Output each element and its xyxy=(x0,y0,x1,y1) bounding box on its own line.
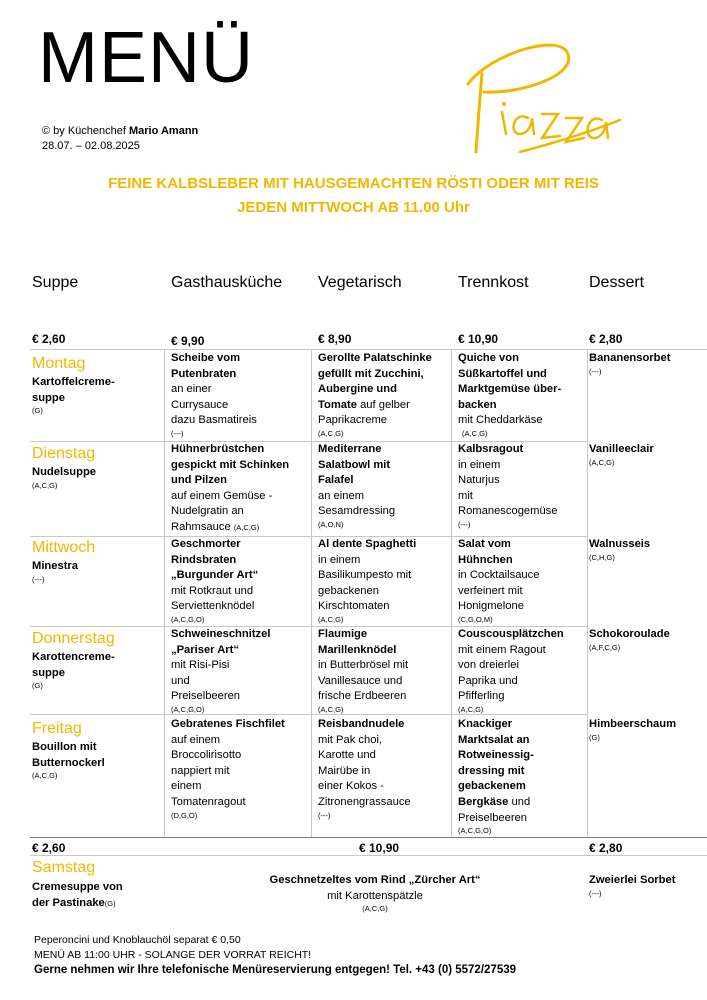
dish-line: in einem xyxy=(458,458,501,471)
dish-line: und xyxy=(171,674,190,687)
dish-line: Pfifferling xyxy=(458,690,505,703)
allergens: (C,G,O,M) xyxy=(458,614,493,624)
saturday-dessert xyxy=(589,873,675,899)
soup-cell xyxy=(32,465,96,491)
soup-line: der Pastinake xyxy=(32,896,105,909)
day-label: Samstag xyxy=(32,859,96,876)
allergens: (A,C,G) xyxy=(32,771,58,781)
soup-line: Butternockerl xyxy=(32,756,105,769)
allergens: (A,C,G) xyxy=(462,428,488,438)
day-label: Freitag xyxy=(32,720,82,737)
dish-line: mit Risi-Pisi xyxy=(171,659,230,672)
dish-line: gespickt mit Schinken xyxy=(171,458,290,471)
allergens: (A,C,G) xyxy=(362,904,388,914)
dish-line: gebackenen xyxy=(318,584,379,597)
dish-line: Aubergine und xyxy=(318,383,397,396)
dish-line: Rotweinessig- xyxy=(458,749,534,762)
dish-line: verfeinert mit xyxy=(458,584,523,597)
day-row-friday xyxy=(32,720,105,781)
dish-line: Gebratenes Fischfilet xyxy=(171,718,285,730)
dish-line: auf gelber xyxy=(356,398,410,411)
saturday-main-dish xyxy=(230,873,520,914)
divider-2 xyxy=(311,350,312,837)
soup-cell xyxy=(32,375,115,416)
dish-line: Quiche von xyxy=(458,352,519,364)
dish-line: Preiselbeeren xyxy=(171,690,241,703)
dish-line: Serviettenknödel xyxy=(171,600,255,613)
dish-line: in einem xyxy=(318,553,361,566)
day-label: Montag xyxy=(32,355,86,372)
price-trennkost: € 10,90 xyxy=(458,332,499,346)
dessert-cell-thursday xyxy=(589,627,670,653)
dish-line: Reisbandnudele xyxy=(318,718,405,730)
dish-line: mit Rotkraut und xyxy=(171,584,254,597)
dish-line: Preiselbeeren xyxy=(458,811,528,824)
allergens: (A,F,C,G) xyxy=(589,642,621,652)
soup-cell xyxy=(32,559,95,585)
dish-line: Zitronengrassauce xyxy=(318,795,411,808)
dish-line: dressing mit xyxy=(458,764,525,777)
allergens: (---) xyxy=(318,810,331,820)
dish-line: dazu Basmatireis xyxy=(171,414,257,427)
veg-cell-wednesday xyxy=(318,537,416,625)
saturday-price-dessert: € 2,80 xyxy=(589,841,623,855)
dish-line: Flaumige xyxy=(318,628,368,640)
page-title: MENÜ xyxy=(38,18,254,98)
dish-line: Marktsalat an xyxy=(458,733,530,746)
day-row-wednesday xyxy=(32,539,95,585)
dish-line: Sesamdressing xyxy=(318,505,396,518)
dish-line: Paprikacreme xyxy=(318,414,388,427)
allergens: (A,C,G) xyxy=(318,704,344,714)
dish-line: Vanillesauce und xyxy=(318,674,403,687)
gasthaus-cell-friday xyxy=(171,717,285,821)
soup-line: Karottencreme- xyxy=(32,651,115,663)
day-label: Donnerstag xyxy=(32,630,115,647)
allergens: (---) xyxy=(589,366,602,376)
trennkost-cell-tuesday xyxy=(458,442,558,530)
saturday-price-soup: € 2,60 xyxy=(32,841,66,855)
dessert-cell-monday xyxy=(589,351,670,377)
dish-line: Basilikumpesto mit xyxy=(318,569,412,582)
allergens: (---) xyxy=(589,888,602,898)
dish-line: Paprika und xyxy=(458,674,518,687)
dish-line: an einem xyxy=(318,489,365,502)
banner-line-1: FEINE KALBSLEBER MIT HAUSGEMACHTEN RÖSTI ODER MIT REIS xyxy=(108,175,599,192)
dish-line: Tomate xyxy=(318,398,357,411)
dish-line: und xyxy=(508,795,531,808)
dish-line: mit Karottenspätzle xyxy=(327,889,423,902)
dish-line: mit xyxy=(458,489,473,502)
dish-line: Kirschtomaten xyxy=(318,600,390,613)
day-label: Mittwoch xyxy=(32,539,96,556)
day-label: Dienstag xyxy=(32,445,96,462)
day-row-tuesday xyxy=(32,445,96,491)
dish-line: Süßkartoffel und xyxy=(458,367,547,380)
soup-cell xyxy=(32,650,115,691)
dish-line: Broccolirisotto xyxy=(171,749,242,762)
dish-line: und Pilzen xyxy=(171,474,227,487)
dish-line: auf einem xyxy=(171,733,221,746)
allergens: (G) xyxy=(32,681,43,691)
chef-name: Mario Amann xyxy=(129,125,199,137)
allergens: (G) xyxy=(589,732,600,742)
allergens: (A,C,G) xyxy=(233,522,260,532)
dish-line: an einer xyxy=(171,383,212,396)
dish-line: Bananensorbet xyxy=(589,352,671,364)
gasthaus-cell-thursday xyxy=(171,627,270,715)
dish-line: Vanilleeclair xyxy=(589,443,654,455)
soup-line: Kartoffelcreme- xyxy=(32,376,115,388)
dish-line: Mairübe in xyxy=(318,764,371,777)
dish-line: Karotte und xyxy=(318,749,376,762)
dish-line: Al dente Spaghetti xyxy=(318,538,417,550)
dessert-cell-friday xyxy=(589,717,676,743)
date-range: 28.07. – 02.08.2025 xyxy=(42,140,140,152)
allergens: (A,O,N) xyxy=(318,519,344,529)
dish-line: von dreierlei xyxy=(458,659,519,672)
byline xyxy=(42,124,198,154)
dish-line: Romanescogemüse xyxy=(458,505,558,518)
dish-line: Hühnchen xyxy=(458,553,513,566)
dish-line: Rindsbraten xyxy=(171,553,237,566)
dish-line: „Burgunder Art“ xyxy=(171,569,259,582)
dish-line: Geschnetzeltes vom Rind „Zürcher Art“ xyxy=(269,874,481,886)
gasthaus-cell-tuesday xyxy=(171,442,289,536)
dish-line: mit Pak choi, xyxy=(318,733,383,746)
soup-line: suppe xyxy=(32,666,65,679)
dish-line: Bergkäse xyxy=(458,795,509,808)
dish-line: Falafel xyxy=(318,474,354,487)
soup-line: suppe xyxy=(32,391,65,404)
dish-line: Putenbraten xyxy=(171,367,237,380)
price-gasthaus: € 9,90 xyxy=(171,334,205,348)
allergens: (A,C,G) xyxy=(458,704,484,714)
rule-week-end xyxy=(30,837,707,838)
dish-line: Salatbowl mit xyxy=(318,458,391,471)
dish-line: Couscousplätzchen xyxy=(458,628,564,640)
divider-4 xyxy=(587,350,588,837)
dish-line: Tomatenragout xyxy=(171,795,246,808)
veg-cell-monday xyxy=(318,351,432,439)
allergens: (---) xyxy=(458,519,471,529)
price-soup: € 2,60 xyxy=(32,332,66,346)
soup-cell xyxy=(32,880,123,911)
day-row-thursday xyxy=(32,630,115,691)
dessert-cell-wednesday xyxy=(589,537,650,563)
dish-line: Knackiger xyxy=(458,718,513,730)
dish-line: Schokoroulade xyxy=(589,628,670,640)
veg-cell-tuesday xyxy=(318,442,395,530)
saturday-price-main: € 10,90 xyxy=(359,841,400,855)
column-header-gasthaus: Gasthausküche xyxy=(171,274,283,291)
dish-line: gefüllt mit Zucchini, xyxy=(318,367,424,380)
trennkost-cell-friday xyxy=(458,717,534,836)
dish-line: Schweineschnitzel xyxy=(171,628,271,640)
gasthaus-cell-monday xyxy=(171,351,257,439)
dish-line: Scheibe vom xyxy=(171,352,241,364)
allergens: (A,C,G) xyxy=(32,480,58,490)
rule-top xyxy=(30,349,707,350)
dish-line: Honigmelone xyxy=(458,600,524,613)
banner-line-2: JEDEN MITTWOCH AB 11.00 Uhr xyxy=(237,199,470,216)
dish-line: Gerollte Palatschinke xyxy=(318,352,432,364)
dish-line: Rahmsauce xyxy=(171,520,231,533)
allergens: (A,C,G,O) xyxy=(458,826,492,836)
soup-line: Minestra xyxy=(32,560,79,572)
veg-cell-thursday xyxy=(318,627,408,715)
dish-line: einem xyxy=(171,780,202,793)
soup-line: Nudelsuppe xyxy=(32,466,97,478)
dish-line: frische Erdbeeren xyxy=(318,690,407,703)
allergens: (A,C,G,O) xyxy=(171,614,205,624)
dish-line: Mediterrane xyxy=(318,443,382,455)
soup-cell xyxy=(32,740,105,781)
footer-reservation xyxy=(34,963,516,977)
allergens: (---) xyxy=(32,574,45,584)
trennkost-cell-thursday xyxy=(458,627,564,715)
dish-line: Kalbsragout xyxy=(458,443,524,455)
dish-line: Geschmorter xyxy=(171,538,241,550)
gasthaus-cell-wednesday xyxy=(171,537,258,625)
allergens: (G) xyxy=(104,898,116,908)
dish-line: Salat vom xyxy=(458,538,511,550)
dish-line: nappiert mit xyxy=(171,764,230,777)
price-vegetarian: € 8,90 xyxy=(318,332,352,346)
soup-line: Cremesuppe von xyxy=(32,881,123,893)
dish-line: Walnusseis xyxy=(589,538,651,550)
byline-prefix: © by Küchenchef xyxy=(42,125,126,137)
dish-line: Nudelgratin an xyxy=(171,505,244,518)
dish-line: Himbeerschaum xyxy=(589,718,677,730)
soup-line: Bouillon mit xyxy=(32,741,97,753)
dish-line: Zweierlei Sorbet xyxy=(589,874,676,886)
dish-line: Hühnerbrüstchen xyxy=(171,443,265,455)
dish-line: einer Kokos - xyxy=(318,780,384,793)
dessert-cell-tuesday xyxy=(589,442,654,468)
allergens: (A,C,G) xyxy=(318,428,344,438)
allergens: (G) xyxy=(32,406,43,416)
trennkost-cell-wednesday xyxy=(458,537,539,625)
allergens: (A,C,G) xyxy=(318,614,344,624)
allergens: (D,G,O) xyxy=(171,810,198,820)
day-row-saturday xyxy=(32,859,123,911)
allergens: (C,H,G) xyxy=(589,552,615,562)
dish-line: Currysauce xyxy=(171,398,229,411)
dish-line: gebackenem xyxy=(458,780,526,793)
dish-line: auf einem Gemüse - xyxy=(171,489,273,502)
dish-line: mit einem Ragout xyxy=(458,643,546,656)
dish-line: „Pariser Art“ xyxy=(171,643,239,656)
price-dessert: € 2,80 xyxy=(589,332,623,346)
allergens: (A,C,G) xyxy=(589,457,615,467)
piazza-logo xyxy=(450,34,625,164)
dish-line: in Butterbrösel mit xyxy=(318,659,409,672)
column-header-soup: Suppe xyxy=(32,274,79,291)
trennkost-cell-monday xyxy=(458,351,561,439)
allergens: (---) xyxy=(171,428,184,438)
dish-line: in Cocktailsauce xyxy=(458,569,540,582)
reservation-text: Gerne nehmen wir Ihre telefonische Menüreservierung entgegen! Tel. +43 (0) 5572/27539 xyxy=(34,964,517,976)
column-header-trennkost: Trennkost xyxy=(458,274,529,291)
column-header-dessert: Dessert xyxy=(589,274,645,291)
footer-note-hours: MENÜ AB 11:00 UHR - SOLANGE DER VORRAT REICHT! xyxy=(34,949,312,961)
footer-note-oil: Peperoncini und Knoblauchöl separat € 0,50 xyxy=(34,934,241,946)
allergens: (A,C,G,O) xyxy=(171,704,205,714)
dish-line: Marillenknödel xyxy=(318,643,397,656)
rule-saturday xyxy=(30,855,707,856)
divider-1 xyxy=(164,350,165,837)
dish-line: Naturjus xyxy=(458,474,500,487)
dish-line: mit Cheddarkäse xyxy=(458,414,543,427)
column-header-vegetarian: Vegetarisch xyxy=(318,274,402,291)
divider-3 xyxy=(451,350,452,837)
dish-line: backen xyxy=(458,398,497,411)
dish-line: Marktgemüse über- xyxy=(458,383,562,396)
day-row-monday xyxy=(32,355,115,416)
veg-cell-friday xyxy=(318,717,411,821)
